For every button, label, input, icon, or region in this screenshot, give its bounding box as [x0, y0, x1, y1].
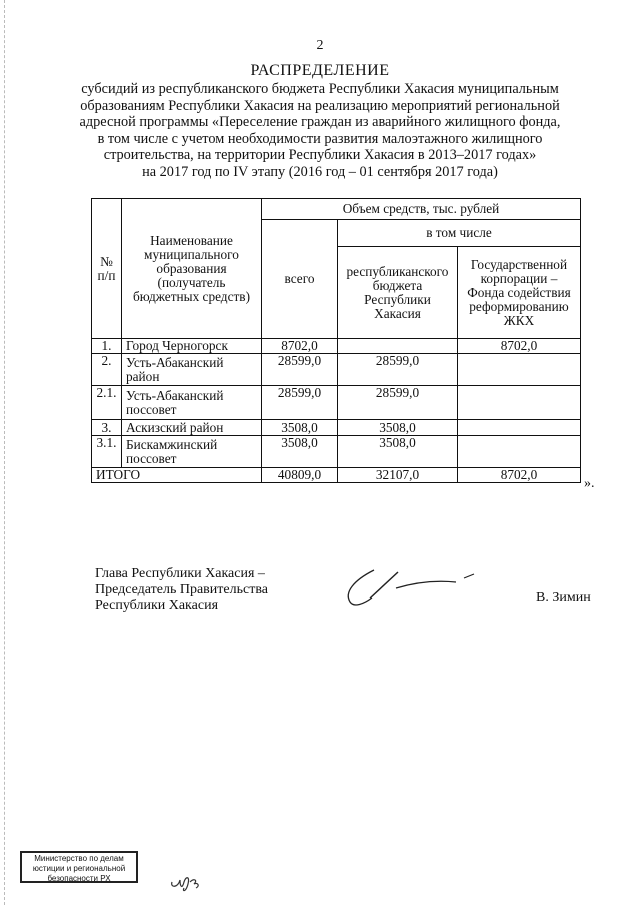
document-title: РАСПРЕДЕЛЕНИЕ: [250, 62, 390, 79]
row-name: Усть-Абаканский поссовет: [122, 386, 262, 420]
header-republic-budget: республиканского бюджета Республики Хакасия: [338, 247, 458, 339]
row-republic: 28599,0: [338, 354, 458, 386]
table-row: [92, 354, 581, 386]
position-line: Председатель Правительства: [95, 582, 268, 597]
row-num: 1.: [92, 339, 122, 354]
row-republic: 3508,0: [338, 436, 458, 468]
distribution-table: [91, 198, 581, 483]
total-label: ИТОГО: [92, 468, 262, 483]
header-name: Наименование муниципального образования (получатель бюджетных средств): [122, 199, 262, 339]
row-fund: [458, 420, 581, 436]
row-name: Город Черногорск: [122, 339, 262, 354]
row-num: 2.: [92, 354, 122, 386]
table-row: [92, 420, 581, 436]
table-row: [92, 386, 581, 420]
header-num: № п/п: [92, 199, 122, 339]
subtitle-line: образованиям Республики Хакасия на реализацию мероприятий региональной: [80, 97, 560, 114]
row-fund: 8702,0: [458, 339, 581, 354]
row-fund: [458, 386, 581, 420]
total-republic: 32107,0: [338, 468, 458, 483]
row-num: 3.: [92, 420, 122, 436]
row-fund: [458, 436, 581, 468]
row-total: 28599,0: [262, 386, 338, 420]
row-total: 3508,0: [262, 420, 338, 436]
total-fund: 8702,0: [458, 468, 581, 483]
row-republic: 28599,0: [338, 386, 458, 420]
row-num: 3.1.: [92, 436, 122, 468]
closing-quote: ».: [584, 476, 595, 491]
document-subtitle: [70, 81, 570, 180]
position-line: Глава Республики Хакасия –: [95, 566, 265, 581]
subtitle-line: субсидий из республиканского бюджета Республики Хакасия муниципальным: [81, 81, 559, 97]
stamp-line: юстиции и региональной: [32, 864, 126, 873]
signatory-name: В. Зимин: [536, 590, 591, 605]
registration-stamp: [20, 851, 138, 883]
header-including: в том числе: [338, 220, 581, 247]
total-sum: 40809,0: [262, 468, 338, 483]
stamp-line: Министерство по делам: [34, 854, 124, 863]
stamp-line: безопасности РХ: [47, 874, 111, 883]
row-name: Бискамжинский поссовет: [122, 436, 262, 468]
subtitle-line: строительства, на территории Республики Хакасия в 2013–2017 годах»: [103, 147, 537, 163]
page-number: 2: [316, 38, 324, 53]
row-fund: [458, 354, 581, 386]
row-republic: 3508,0: [338, 420, 458, 436]
subtitle-line: в том числе с учетом необходимости развития малоэтажного жилищного: [97, 130, 543, 147]
row-republic: [338, 339, 458, 354]
row-num: 2.1.: [92, 386, 122, 420]
row-total: 28599,0: [262, 354, 338, 386]
header-volume: Объем средств, тыс. рублей: [262, 199, 581, 220]
row-name: Усть-Абаканский район: [122, 354, 262, 386]
handwritten-signature: [340, 562, 490, 612]
total-row: [92, 468, 581, 483]
subtitle-line: адресной программы «Переселение граждан из аварийного жилищного фонда,: [79, 114, 561, 130]
row-name: Аскизский район: [122, 420, 262, 436]
row-total: 8702,0: [262, 339, 338, 354]
page-edge-line: [4, 0, 5, 905]
table-row: [92, 339, 581, 354]
subtitle-line: на 2017 год по IV этапу (2016 год – 01 сентября 2017 года): [142, 163, 498, 180]
header-total: всего: [262, 220, 338, 339]
row-total: 3508,0: [262, 436, 338, 468]
table-row: [92, 436, 581, 468]
position-line: Республики Хакасия: [95, 598, 219, 613]
signatory-position: [95, 566, 268, 614]
handwritten-initials: [168, 868, 208, 894]
header-fund: Государственной корпорации – Фонда содействия реформированию ЖКХ: [458, 247, 581, 339]
